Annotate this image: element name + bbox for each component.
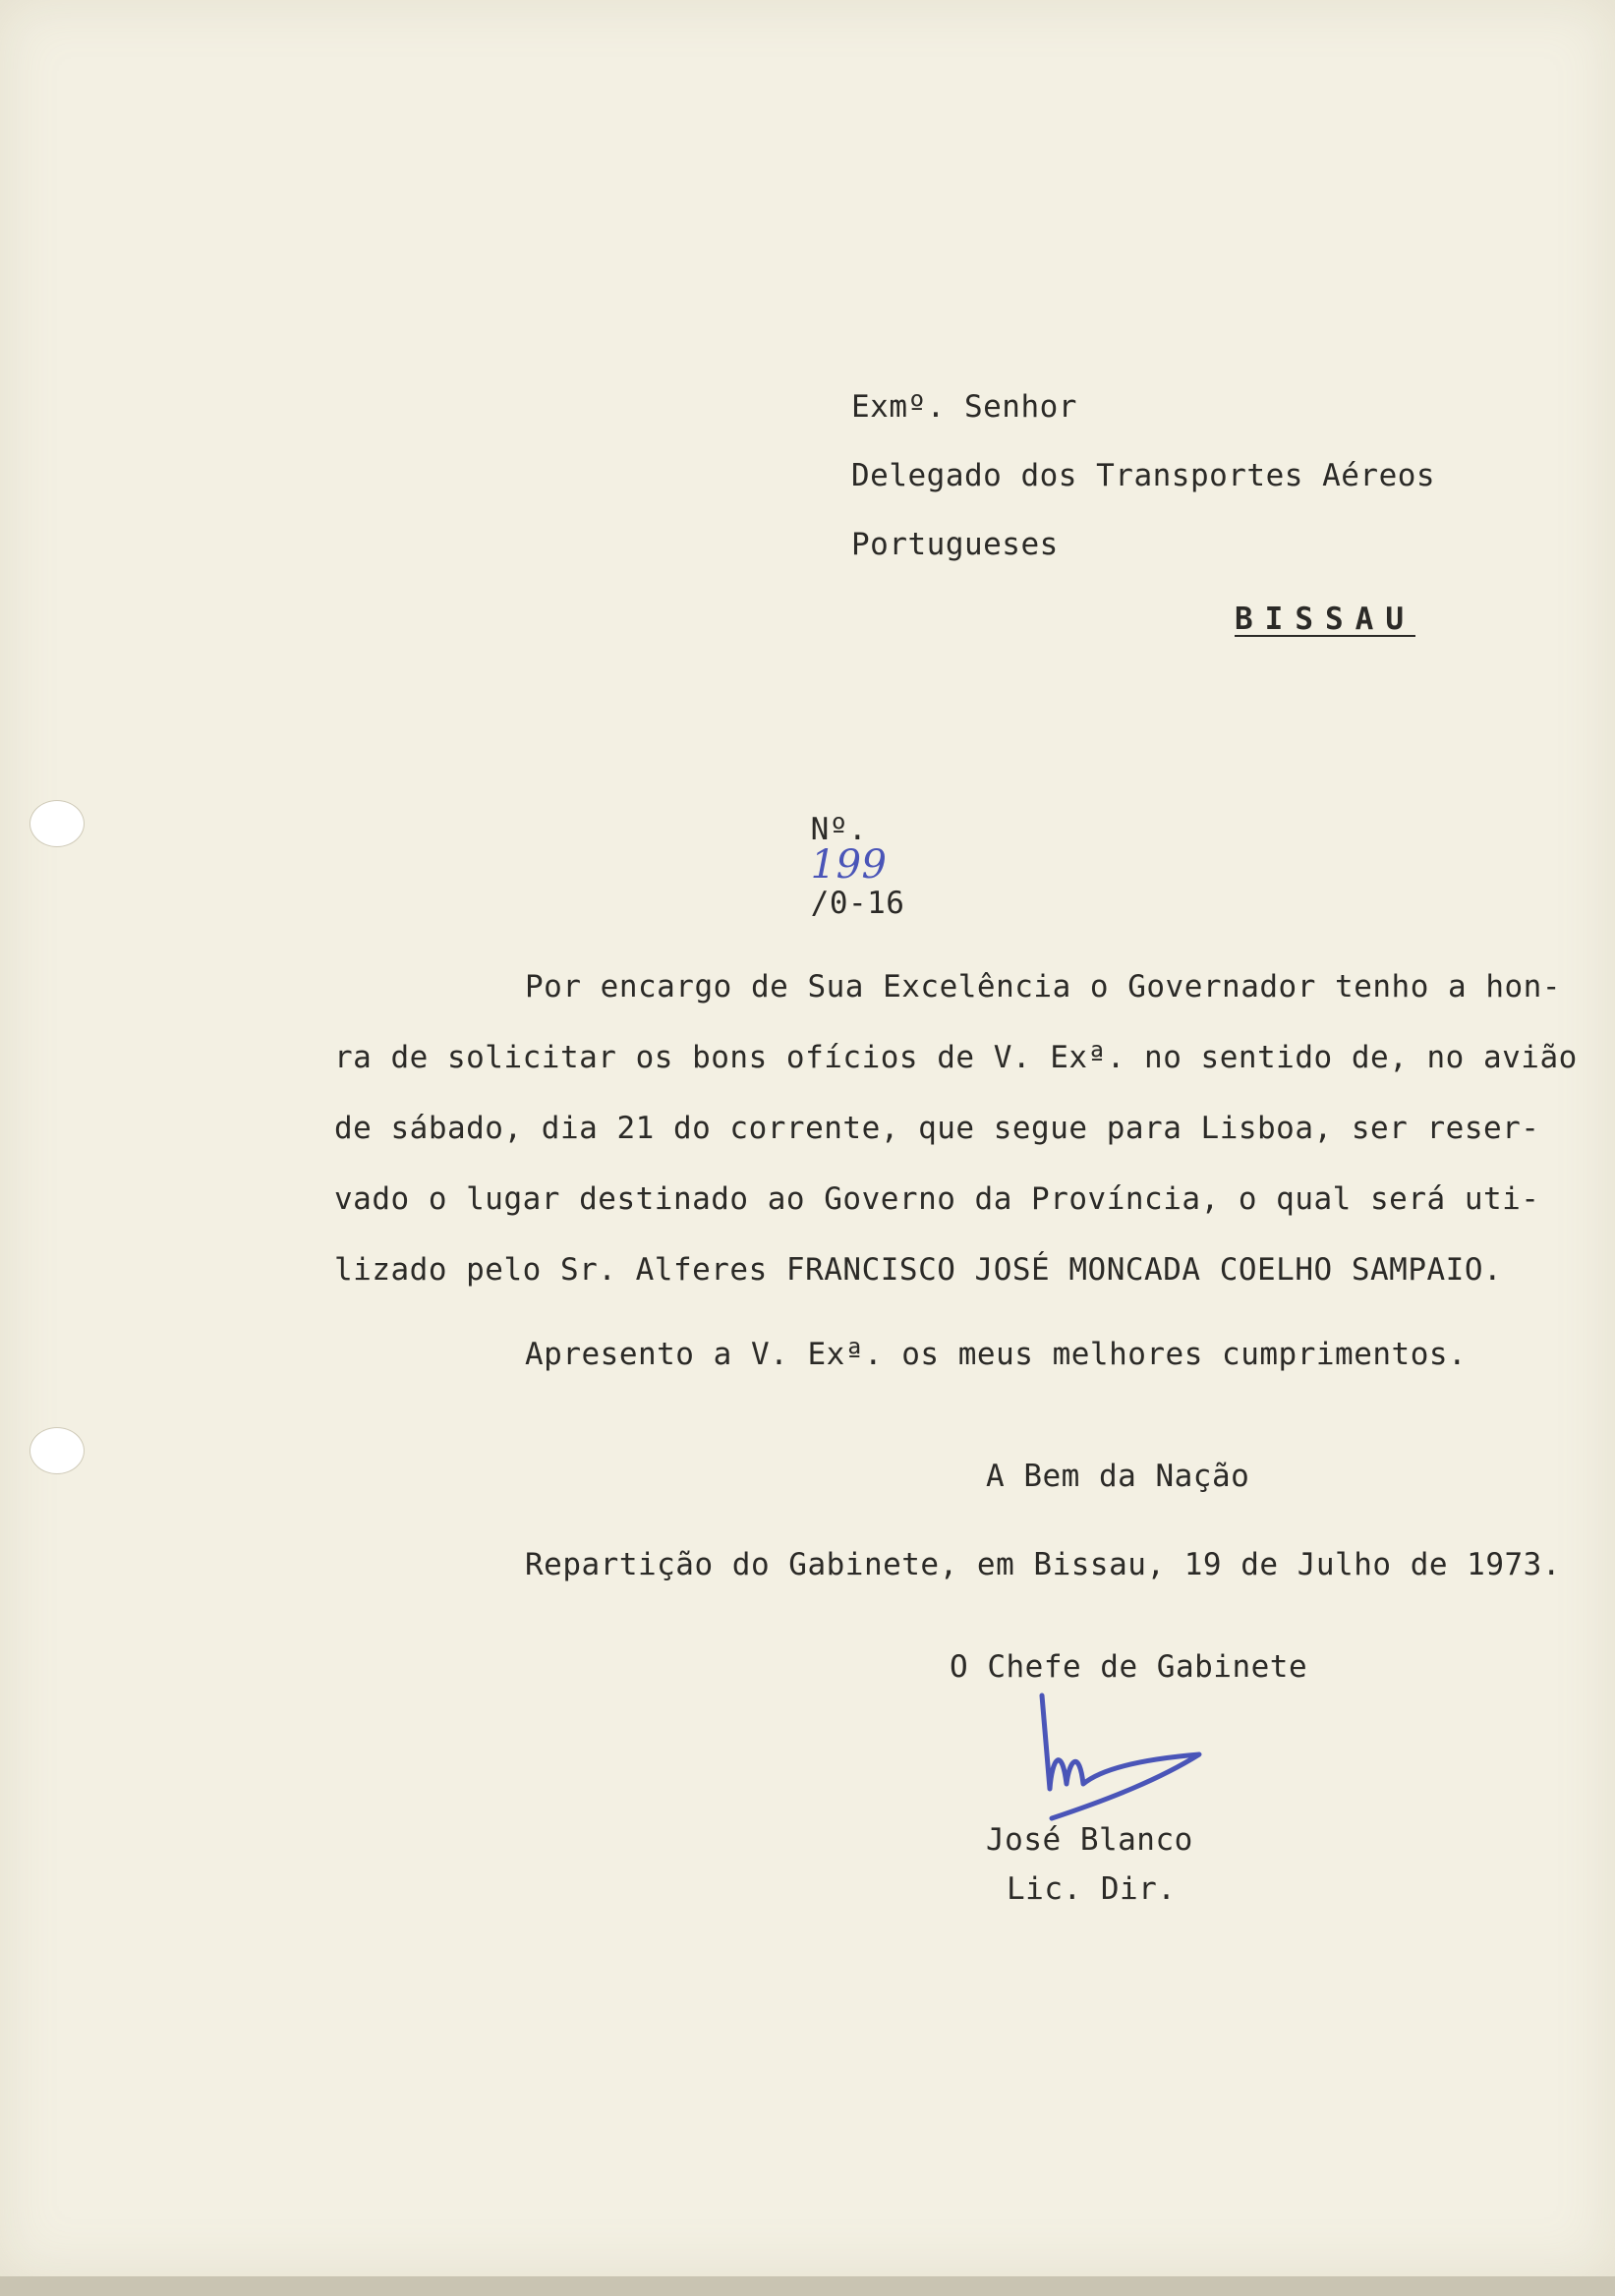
place-and-date: Repartição do Gabinete, em Bissau, 19 de Julho de 1973.: [525, 1547, 1561, 1582]
reference-suffix: /0-16: [810, 886, 905, 921]
addressee-city: BISSAU: [1235, 602, 1415, 637]
signatory-title: O Chefe de Gabinete: [950, 1649, 1308, 1685]
punch-hole-bottom: [29, 1427, 85, 1474]
reference-number: [735, 776, 904, 956]
body-line-5: lizado pelo Sr. Alferes FRANCISCO JOSÉ MONCADA COELHO SAMPAIO.: [334, 1252, 1503, 1288]
body-line-1: Por encargo de Sua Excelência o Governador tenho a hon-: [525, 969, 1561, 1004]
addressee-line-3: Portugueses: [851, 527, 1059, 562]
closing-formula: A Bem da Nação: [986, 1459, 1250, 1494]
page-edge: [0, 2276, 1615, 2296]
reference-handwritten-number: 199: [810, 842, 888, 888]
body-line-2: ra de solicitar os bons ofícios de V. Exª. no sentido de, no avião: [334, 1040, 1578, 1075]
reference-prefix: Nº.: [810, 812, 868, 847]
body-line-3: de sábado, dia 21 do corrente, que segue para Lisboa, ser reser-: [334, 1111, 1540, 1146]
signatory-credential: Lic. Dir.: [1007, 1871, 1177, 1907]
handwritten-signature: [1032, 1691, 1219, 1838]
addressee-line-1: Exmº. Senhor: [851, 389, 1077, 425]
signatory-name: José Blanco: [986, 1822, 1193, 1858]
body-line-4: vado o lugar destinado ao Governo da Província, o qual será uti-: [334, 1181, 1540, 1217]
punch-hole-top: [29, 800, 85, 847]
addressee-line-2: Delegado dos Transportes Aéreos: [851, 458, 1436, 493]
courtesy-paragraph: Apresento a V. Exª. os meus melhores cumprimentos.: [525, 1337, 1468, 1372]
